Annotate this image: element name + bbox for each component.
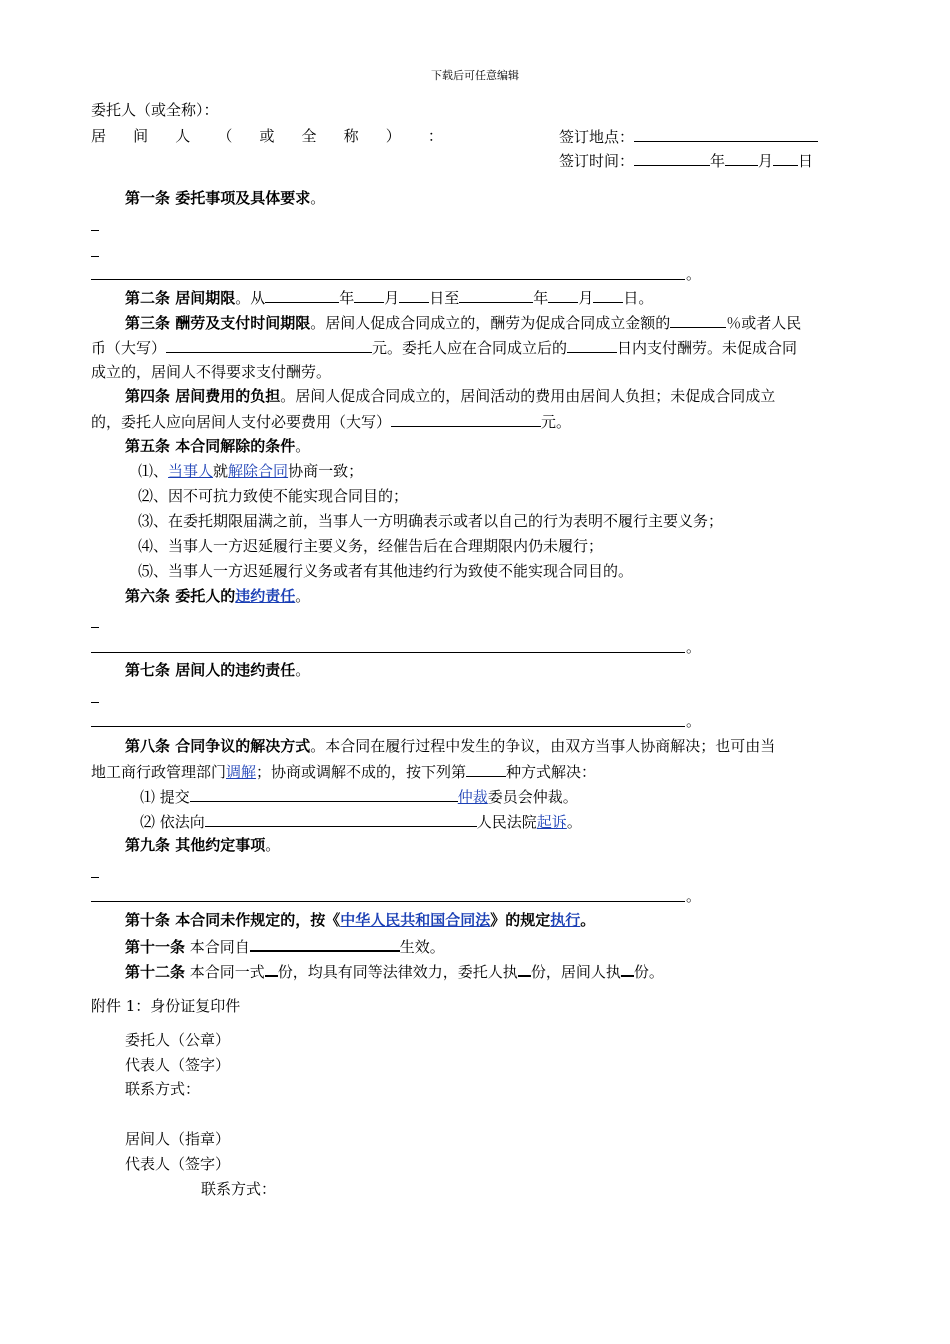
month-label: 月 — [384, 289, 400, 307]
article-2 — [125, 287, 653, 308]
line-period: 。 — [686, 887, 702, 905]
article-8-title: 第八条 合同争议的解决方式 — [125, 737, 311, 755]
text: 份，均具有同等法律效力，委托人执 — [277, 963, 518, 981]
article-4-title: 第四条 居间费用的负担 — [125, 387, 281, 405]
broker-label-char: ） — [385, 127, 401, 145]
sign-place-blank[interactable] — [634, 126, 818, 142]
expense-amount-blank[interactable] — [391, 411, 541, 427]
line-period: 。 — [686, 638, 702, 656]
text: 日。 — [623, 289, 654, 307]
broker-label — [91, 126, 443, 146]
text: 。居间人促成合同成立的，酬劳为促成合同成立金额的 — [310, 314, 671, 332]
method-number-blank[interactable] — [466, 761, 506, 777]
dash-line — [91, 877, 99, 878]
arbitration-link[interactable]: 仲裁 — [457, 788, 488, 806]
article-2-title: 第二条 居间期限 — [125, 289, 236, 307]
sign-place-row — [559, 126, 818, 147]
principal-representative: 代表人（签字） — [125, 1056, 231, 1074]
article-5-title: 第五条 本合同解除的条件 — [125, 437, 296, 455]
article-8-option-2 — [140, 811, 582, 832]
text: 本合同一式 — [185, 963, 265, 981]
article-9-title: 第九条 其他约定事项 — [125, 836, 266, 854]
principal-copies-blank[interactable] — [518, 960, 531, 977]
broker-seal: 居间人（指章） — [125, 1130, 231, 1148]
page-header: 下载后可任意编辑 — [431, 69, 519, 82]
broker-contact: 联系方式： — [201, 1180, 277, 1198]
article-5-item-3: ⑶、在委托期限届满之前，当事人一方明确表示或者以自己的行为表明不履行主要义务； — [138, 512, 724, 530]
sign-place-label: 签订地点： — [559, 128, 635, 146]
text: ⑴、 — [138, 462, 169, 480]
sign-month-blank[interactable] — [725, 150, 758, 166]
article-7-title: 第七条 居间人的违约责任 — [125, 661, 296, 679]
party-link[interactable]: 当事人 — [168, 462, 214, 480]
dash-line — [91, 627, 99, 628]
article-3-line-2 — [91, 337, 797, 358]
breach-liability-link[interactable]: 违约责任 — [235, 587, 296, 605]
text: 元。 — [541, 413, 572, 431]
article-8-line-2 — [91, 761, 596, 782]
article-11-title: 第十一条 — [125, 938, 186, 956]
line-period: 。 — [686, 712, 702, 730]
text: ；协商或调解不成的，按下列第 — [256, 763, 467, 781]
attachment-note: 附件 1：身份证复印件 — [91, 997, 241, 1015]
mediation-link[interactable]: 调解 — [226, 763, 257, 781]
broker-label-char: 全 — [301, 127, 317, 145]
text: 。居间人促成合同成立的，居间活动的费用由居间人负担；未促成合同成立 — [280, 387, 776, 405]
dash-line — [91, 256, 99, 257]
article-3-title: 第三条 酬劳及支付时间期限 — [125, 314, 311, 332]
text: 。 — [295, 437, 311, 455]
text: 。 — [295, 587, 311, 605]
article-5-item-5: ⑸、当事人一方迟延履行义务或者有其他违约行为致使不能实现合同目的。 — [138, 562, 634, 580]
court-name-blank[interactable] — [205, 811, 477, 827]
dash-line — [91, 230, 99, 231]
text: 就 — [213, 462, 229, 480]
broker-label-char: 称 — [343, 127, 359, 145]
text: 元。委托人应在合同成立后的 — [372, 339, 568, 357]
to-year-blank[interactable] — [459, 287, 533, 303]
article-12-title: 第十二条 — [125, 963, 186, 981]
day-label: 日 — [798, 152, 814, 170]
text: 。 — [295, 661, 311, 679]
text: 日至 — [429, 289, 460, 307]
text: 。 — [566, 813, 582, 831]
year-label: 年 — [533, 289, 549, 307]
text: 种方式解决： — [506, 763, 597, 781]
contract-law-link[interactable]: 中华人民共和国合同法 — [340, 911, 491, 929]
article-10-title: 第十条 本合同未作规定的，按《 — [125, 911, 341, 929]
article-5-item-2: ⑵、因不可抗力致使不能实现合同目的； — [138, 487, 409, 505]
article-3-line-1 — [125, 312, 801, 333]
sue-link[interactable]: 起诉 — [536, 813, 567, 831]
text: 。本合同在履行过程中发生的争议，由双方当事人协商解决；也可由当 — [310, 737, 776, 755]
text: ％或者人民 — [726, 314, 802, 332]
article-1-tail: 。 — [310, 189, 326, 207]
article-8-option-1 — [140, 786, 578, 807]
sign-time-row — [559, 150, 813, 171]
broker-representative: 代表人（签字） — [125, 1155, 231, 1173]
text: 份，居间人执 — [530, 963, 621, 981]
rmb-amount-blank[interactable] — [166, 337, 372, 353]
text: 委员会仲裁。 — [487, 788, 578, 806]
article-6-title: 第六条 委托人的 — [125, 587, 236, 605]
text: 协商一致； — [288, 462, 364, 480]
sign-year-blank[interactable] — [634, 150, 710, 166]
broker-label-char: （ — [217, 127, 233, 145]
broker-label-char: ： — [427, 127, 443, 145]
article-5-item-4: ⑷、当事人一方迟延履行主要义务，经催告后在合理期限内仍未履行； — [138, 537, 604, 555]
from-month-blank[interactable] — [354, 287, 384, 303]
broker-label-char: 或 — [259, 127, 275, 145]
year-label: 年 — [339, 289, 355, 307]
to-day-blank[interactable] — [593, 287, 623, 303]
article-10 — [125, 910, 595, 930]
broker-copies-blank[interactable] — [621, 960, 634, 977]
terminate-contract-link[interactable]: 解除合同 — [228, 462, 289, 480]
principal-label: 委托人（或全称）： — [91, 101, 219, 119]
text: 人民法院 — [476, 813, 537, 831]
article-6 — [125, 586, 310, 606]
article-4-line-2 — [91, 411, 571, 432]
broker-label-char: 居 — [91, 127, 107, 145]
effective-date-blank[interactable] — [250, 935, 400, 952]
answer-line[interactable] — [91, 279, 685, 280]
article-3-line-3: 成立的，居间人不得要求支付酬劳。 — [91, 363, 332, 381]
text: 。 — [265, 836, 281, 854]
text: 的，委托人应向居间人支付必要费用（大写） — [91, 413, 392, 431]
article-4-line-1 — [125, 386, 775, 406]
principal-contact: 联系方式： — [125, 1080, 201, 1098]
answer-line[interactable] — [91, 901, 685, 902]
sign-day-blank[interactable] — [773, 150, 798, 166]
text: 币（大写） — [91, 339, 167, 357]
text: 本合同自 — [185, 938, 250, 956]
line-period: 。 — [686, 265, 702, 283]
from-year-blank[interactable] — [265, 287, 339, 303]
text: ⑵ 依法向 — [140, 813, 205, 831]
arbitration-name-blank[interactable] — [190, 786, 458, 802]
article-9 — [125, 835, 280, 855]
execute-link[interactable]: 执行 — [550, 911, 581, 929]
broker-label-char: 人 — [175, 127, 191, 145]
text: 。从 — [235, 289, 266, 307]
month-label: 月 — [758, 152, 774, 170]
article-12 — [125, 960, 664, 982]
article-5-item-1 — [138, 461, 363, 481]
answer-line[interactable] — [91, 652, 685, 653]
article-11 — [125, 935, 445, 957]
text: 地工商行政管理部门 — [91, 763, 227, 781]
article-7 — [125, 660, 310, 680]
text: 》的规定 — [490, 911, 551, 929]
broker-label-char: 间 — [133, 127, 149, 145]
article-5 — [125, 436, 310, 456]
article-8-line-1 — [125, 736, 775, 756]
text: 生效。 — [399, 938, 445, 956]
month-label: 月 — [578, 289, 594, 307]
to-month-blank[interactable] — [548, 287, 578, 303]
copies-total-blank[interactable] — [265, 960, 278, 977]
percent-blank[interactable] — [670, 312, 726, 328]
article-1-title: 第一条 委托事项及具体要求 — [125, 189, 311, 207]
text: ⑴ 提交 — [140, 788, 190, 806]
year-label: 年 — [710, 152, 726, 170]
days-blank[interactable] — [567, 337, 617, 353]
answer-line[interactable] — [91, 726, 685, 727]
from-day-blank[interactable] — [399, 287, 429, 303]
text: 。 — [580, 911, 596, 929]
text: 日内支付酬劳。未促成合同 — [617, 339, 798, 357]
article-1 — [125, 188, 325, 208]
principal-seal: 委托人（公章） — [125, 1031, 231, 1049]
sign-time-label: 签订时间： — [559, 152, 635, 170]
text: 份。 — [633, 963, 664, 981]
dash-line — [91, 702, 99, 703]
